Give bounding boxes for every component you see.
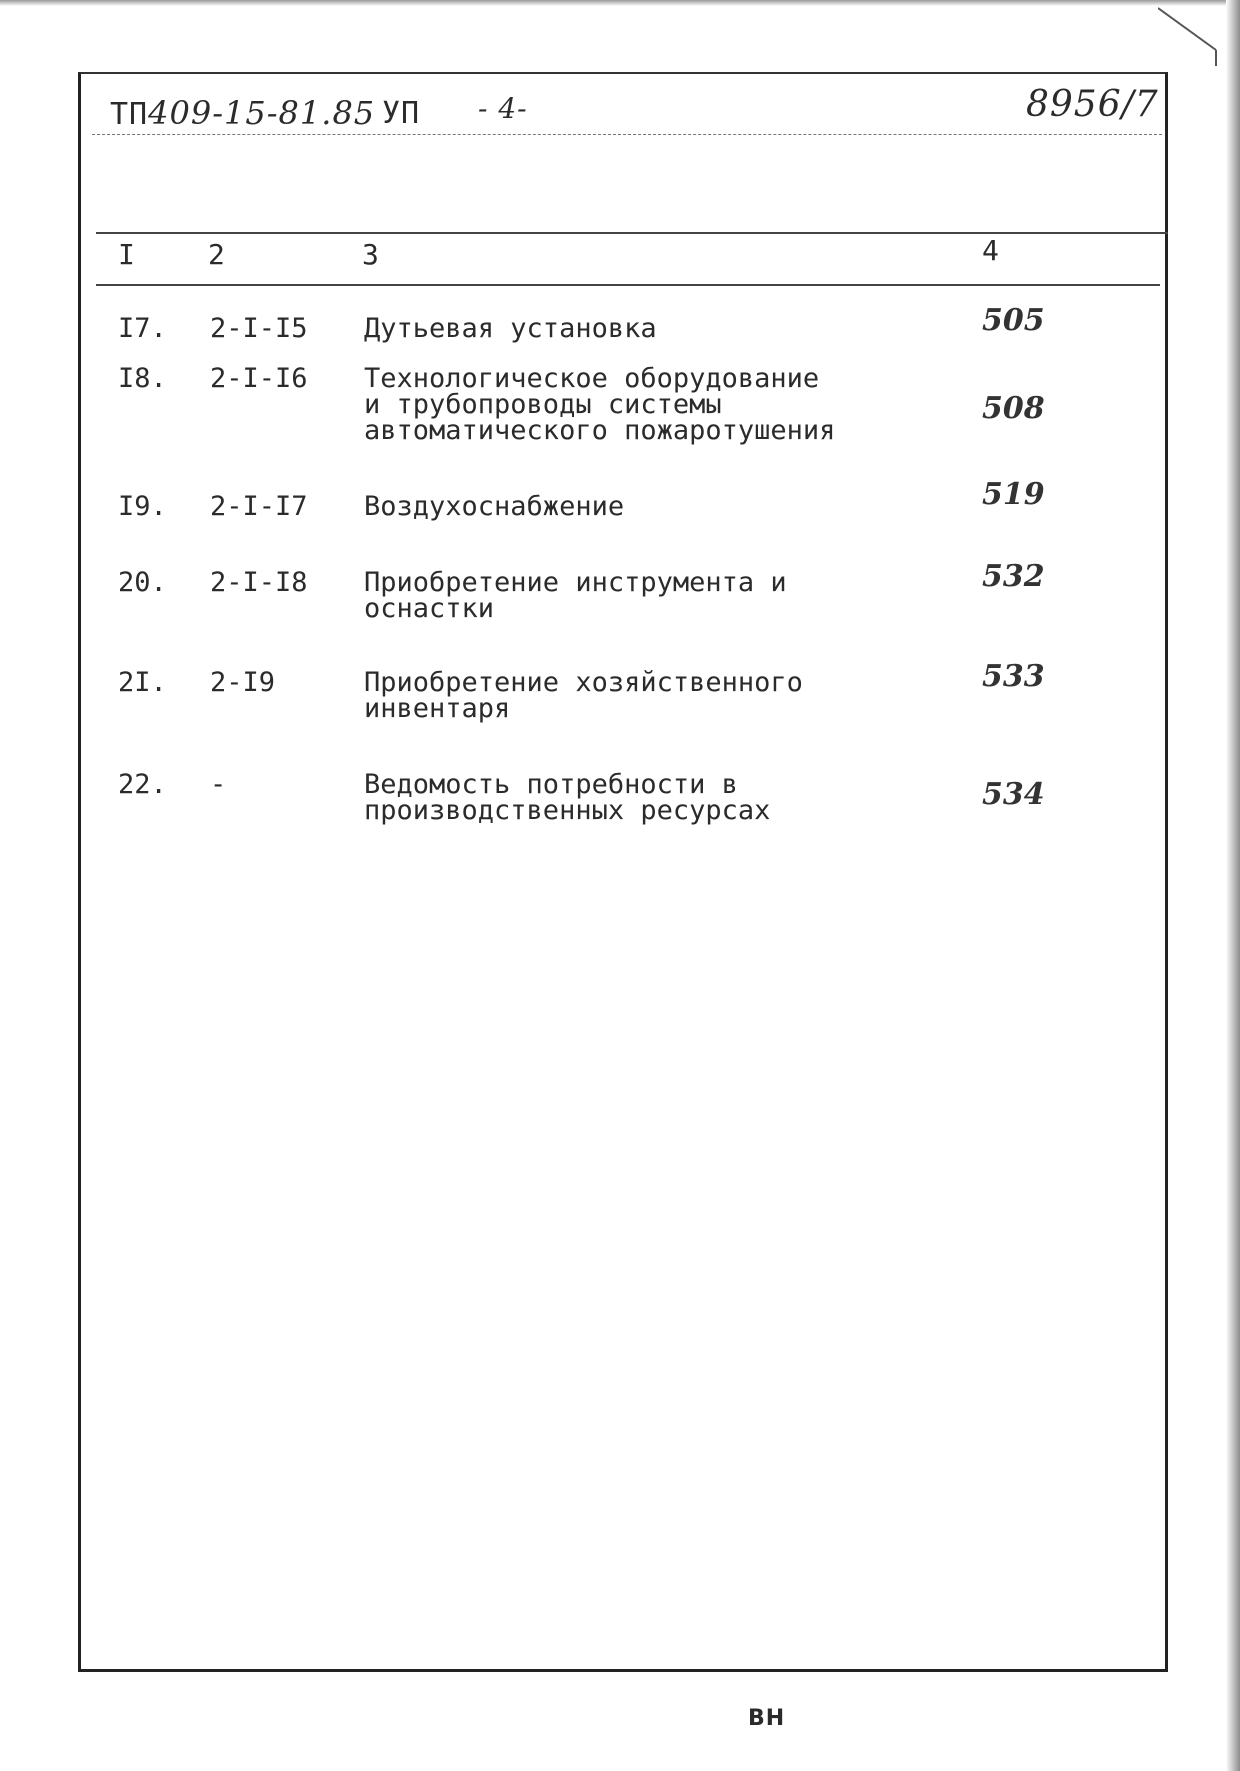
column-header-1: I bbox=[118, 238, 135, 271]
row-page: 508 bbox=[982, 391, 1045, 426]
page-number: - 4- bbox=[478, 92, 528, 125]
column-header-2: 2 bbox=[208, 238, 225, 271]
header-rule bbox=[92, 134, 1162, 135]
row-code: - bbox=[210, 769, 227, 800]
row-title-line: Ведомость потребности в bbox=[364, 769, 738, 800]
row-title-line: Дутьевая установка bbox=[364, 313, 657, 344]
row-title-line: Воздухоснабжение bbox=[364, 491, 625, 522]
column-header-4: 4 bbox=[982, 234, 999, 267]
scan-top-edge bbox=[0, 0, 1240, 6]
inventory-number: 8956/7 bbox=[1026, 84, 1159, 125]
row-number: 20. bbox=[118, 567, 167, 598]
row-number: 22. bbox=[118, 769, 167, 800]
row-title bbox=[364, 363, 836, 446]
corner-fold-mark bbox=[1158, 6, 1218, 66]
row-title-line: Приобретение хозяйственного bbox=[364, 667, 803, 698]
column-header-top-rule bbox=[96, 232, 1168, 234]
row-code: 2-I-I8 bbox=[210, 567, 308, 598]
row-title bbox=[364, 667, 803, 724]
row-title bbox=[364, 769, 771, 826]
row-page: 534 bbox=[982, 777, 1045, 812]
row-title bbox=[364, 567, 787, 624]
column-header-bottom-rule bbox=[96, 284, 1160, 286]
row-number: I8. bbox=[118, 363, 167, 394]
row-number: 2I. bbox=[118, 667, 167, 698]
row-code: 2-I-I5 bbox=[210, 313, 308, 344]
row-title bbox=[364, 491, 625, 522]
footer-mark: ВН bbox=[748, 1706, 786, 1731]
row-code: 2-I-I6 bbox=[210, 363, 308, 394]
document-section: УП bbox=[382, 96, 421, 131]
column-header-3: 3 bbox=[362, 238, 379, 271]
row-number: I9. bbox=[118, 491, 167, 522]
row-title-line: и трубопроводы системы bbox=[364, 389, 722, 420]
row-title-line: автоматического пожаротушения bbox=[364, 415, 836, 446]
row-title-line: производственных ресурсах bbox=[364, 795, 771, 826]
row-page: 532 bbox=[982, 559, 1045, 594]
document-code-prefix: ТП bbox=[110, 97, 149, 132]
row-number: I7. bbox=[118, 313, 167, 344]
row-page: 519 bbox=[982, 477, 1045, 512]
row-page: 533 bbox=[982, 659, 1045, 694]
row-title-line: Приобретение инструмента и bbox=[364, 567, 787, 598]
scan-right-edge bbox=[1226, 0, 1240, 1771]
row-page: 505 bbox=[982, 303, 1045, 338]
row-title bbox=[364, 313, 657, 344]
row-code: 2-I-I7 bbox=[210, 491, 308, 522]
row-title-line: инвентаря bbox=[364, 693, 511, 724]
document-code-handwritten: 409-15-81.85 bbox=[148, 94, 376, 132]
row-title-line: Технологическое оборудование bbox=[364, 363, 820, 394]
row-code: 2-I9 bbox=[210, 667, 276, 698]
document-code bbox=[110, 94, 375, 132]
row-title-line: оснастки bbox=[364, 593, 495, 624]
